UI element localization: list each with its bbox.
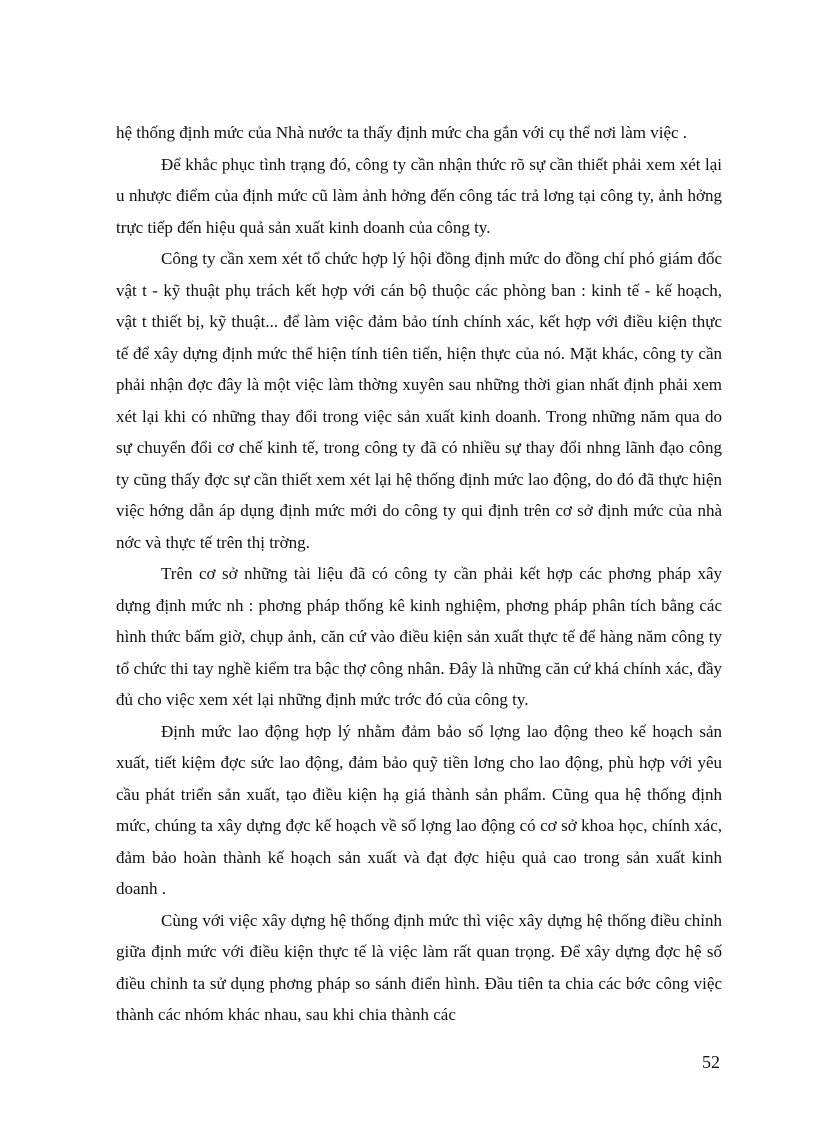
paragraph-3: Công ty cần xem xét tổ chức hợp lý hội đồng định mức do đồng chí phó giám đốc vật t - kỹ thuật phụ trách kết hợp với cán bộ thuộc các phòng ban : kinh tế - kế hoạch, vật t thiết bị, kỹ thuật... để làm việc đảm bảo tính chính xác, kết hợp với điều kiện thực tế để xây dựng định mức thể hiện tính tiên tiến, hiện thực của nó. Mặt khác, công ty cần phải nhận đợc đây là một việc làm thờng xuyên sau những thời gian nhất định phải xem xét lại khi có những thay đổi trong việc sản xuất kinh doanh. Trong những năm qua do sự chuyển đổi cơ chế kinh tế, trong công ty đã có nhiều sự thay đổi nhng lãnh đạo công ty cũng thấy đợc sự cần thiết xem xét lại hệ thống định mức lao động, do đó đã thực hiện việc hớng dẫn áp dụng định mức mới do công ty qui định trên cơ sở định mức của nhà nớc và thực tế trên thị trờng. xyxy=(116,249,722,552)
paragraph-6: Cùng với việc xây dựng hệ thống định mức thì việc xây dựng hệ thống điều chỉnh giữa định mức với điều kiện thực tế là việc làm rất quan trọng. Để xây dựng đợc hệ số điều chỉnh ta sử dụng phơng pháp so sánh điển hình. Đầu tiên ta chia các bớc công việc thành các nhóm khác nhau, sau khi chia thành các xyxy=(116,910,722,1024)
body-text xyxy=(116,117,722,1031)
paragraph-5: Định mức lao động hợp lý nhằm đảm bảo số lợng lao động theo kế hoạch sản xuất, tiết kiệm đợc sức lao động, đảm bảo quỹ tiền lơng cho lao động, phù hợp với yêu cầu phát triển sản xuất, tạo điều kiện hạ giá thành sản phẩm. Cũng qua hệ thống định mức, chúng ta xây dựng đợc kế hoạch về số lợng lao động có cơ sở khoa học, chính xác, đảm bảo hoàn thành kế hoạch sản xuất và đạt đợc hiệu quả cao trong sản xuất kinh doanh . xyxy=(116,721,722,898)
page-number: 52 xyxy=(702,1052,720,1072)
paragraph-4: Trên cơ sở những tài liệu đã có công ty cần phải kết hợp các phơng pháp xây dựng định mức nh : phơng pháp thống kê kinh nghiệm, phơng pháp phân tích bằng các hình thức bấm giờ, chụp ảnh, căn cứ vào điều kiện sản xuất thực tế để hàng năm công ty tổ chức thi tay nghề kiểm tra bậc thợ công nhân. Đây là những căn cứ khá chính xác, đầy đủ cho việc xem xét lại những định mức trớc đó của công ty. xyxy=(116,564,722,709)
paragraph-2: Để khắc phục tình trạng đó, công ty cần nhận thức rõ sự cần thiết phải xem xét lại u nhược điểm của định mức cũ làm ảnh hởng đến công tác trả lơng tại công ty, ảnh hởng trực tiếp đến hiệu quả sản xuất kinh doanh của công ty. xyxy=(116,154,722,237)
paragraph-1: hệ thống định mức của Nhà nước ta thấy định mức cha gắn với cụ thể nơi làm việc . xyxy=(116,123,688,142)
